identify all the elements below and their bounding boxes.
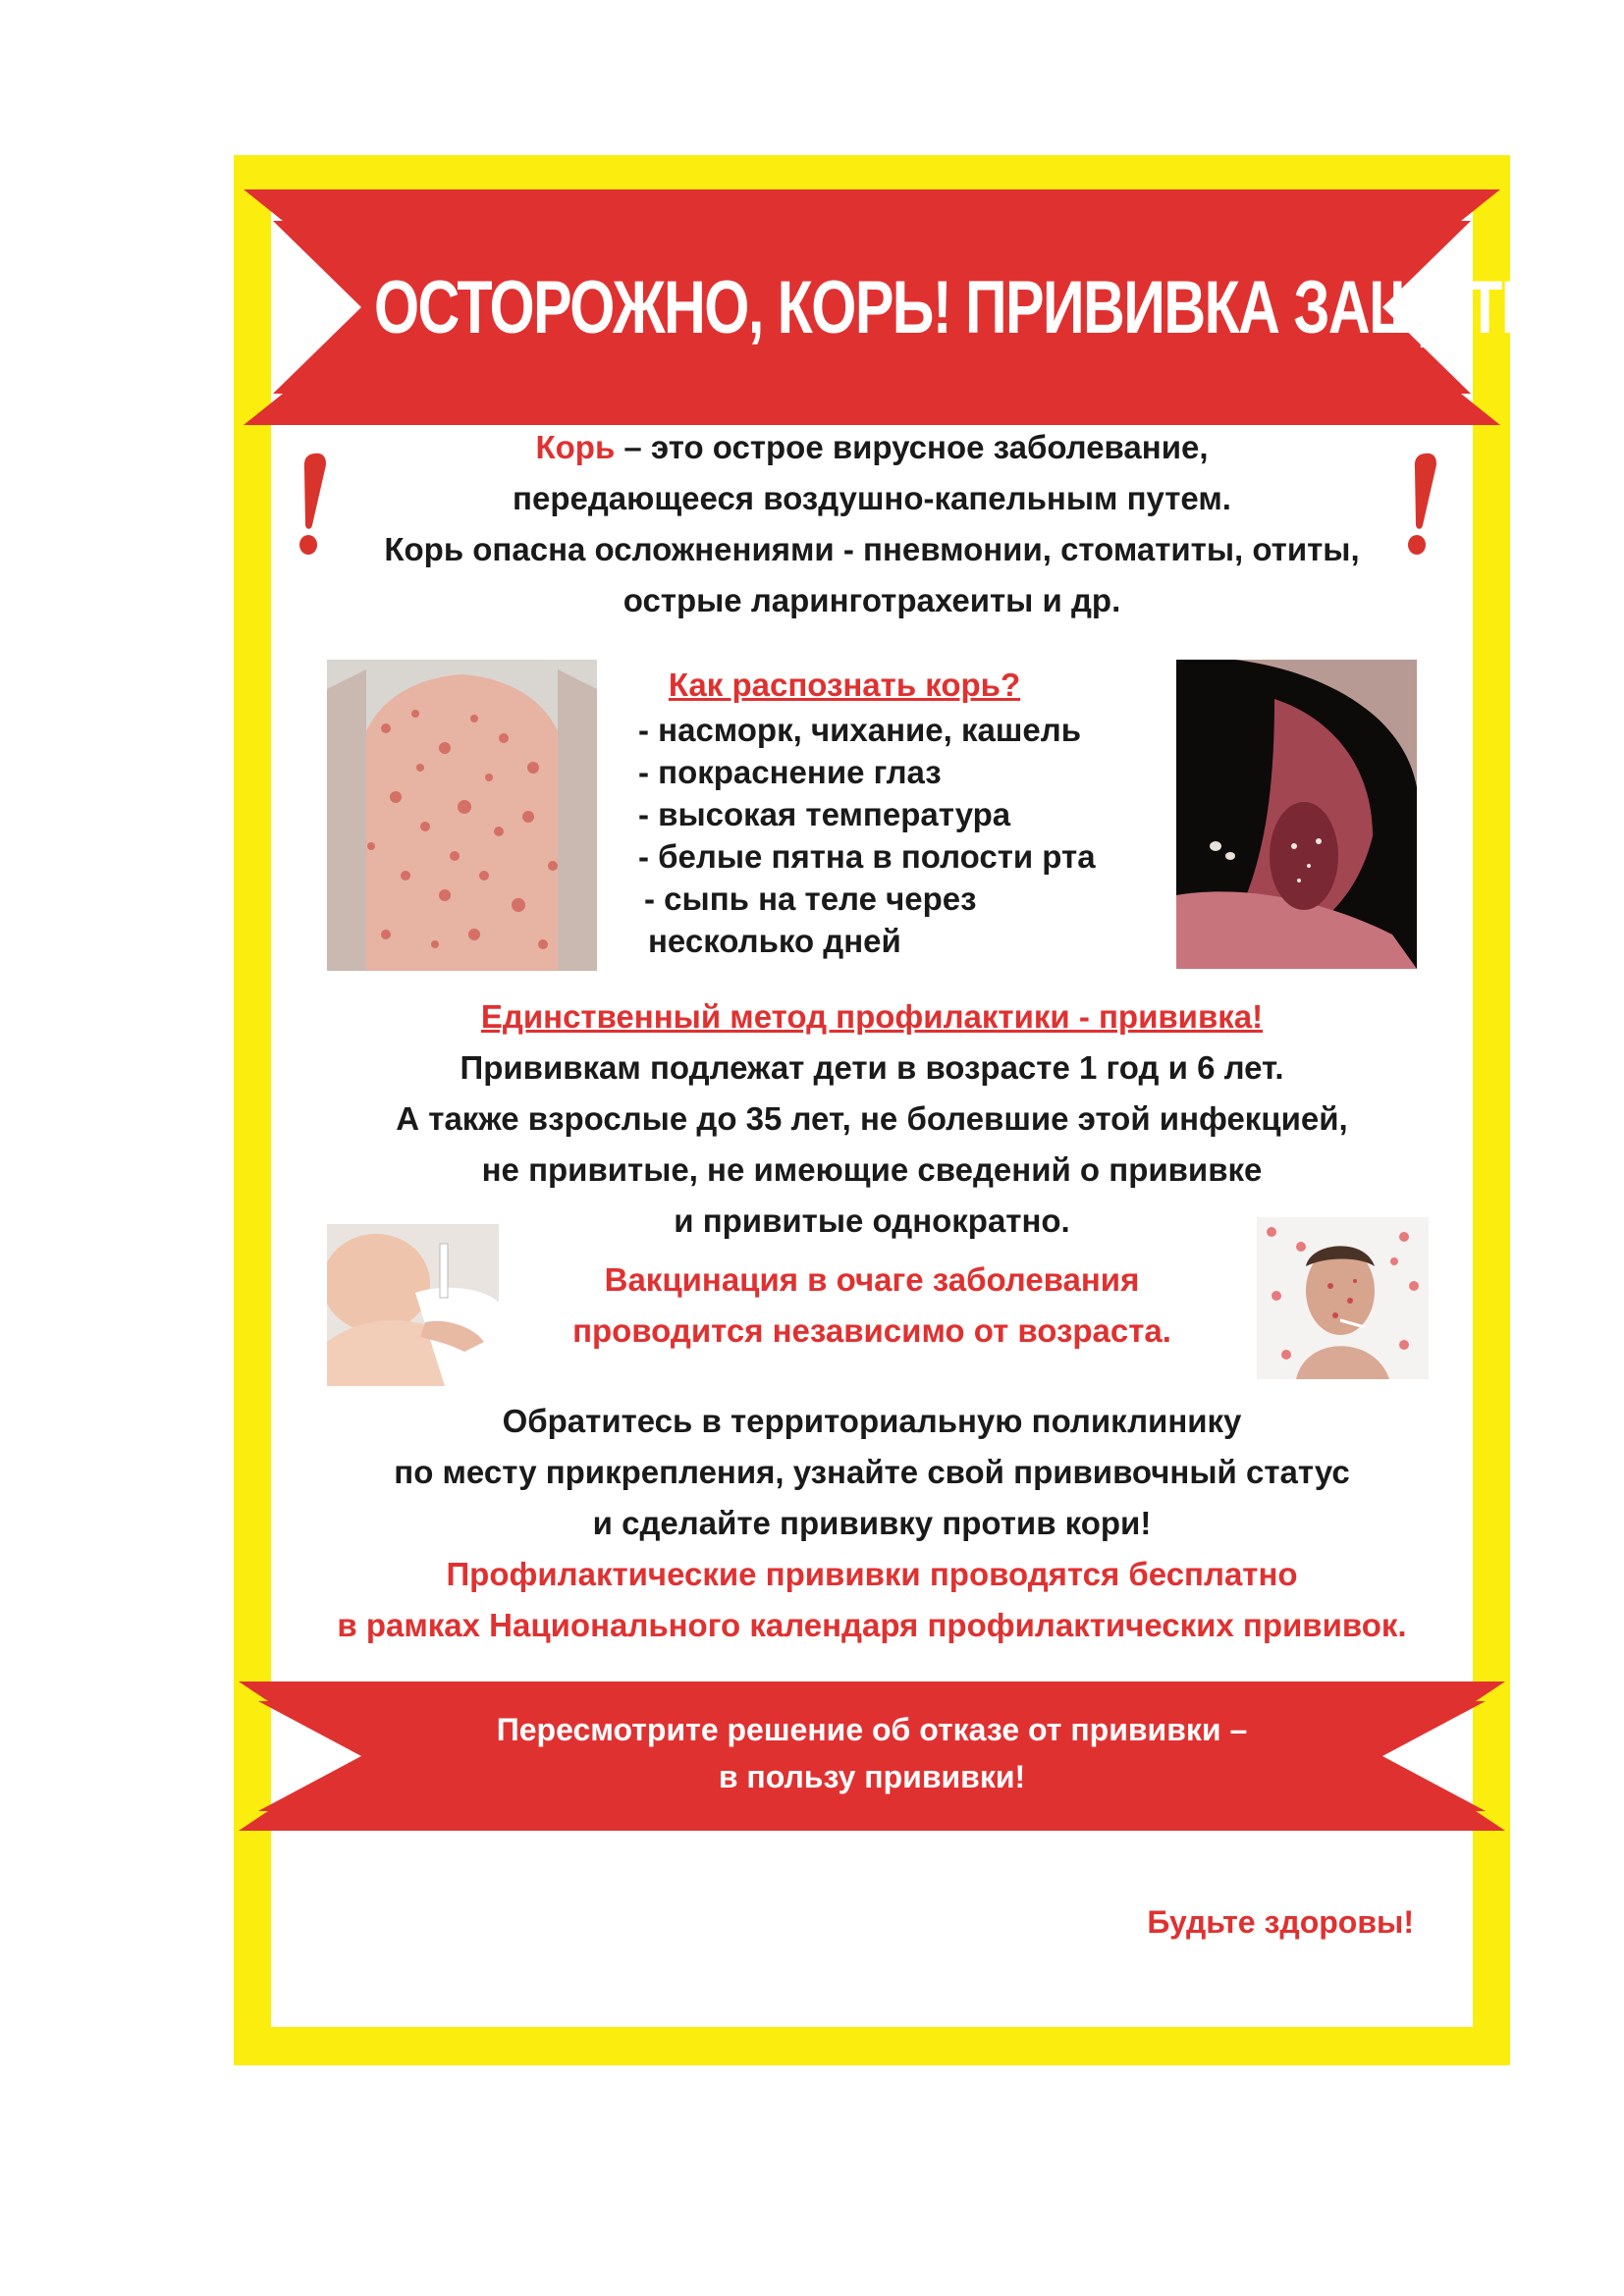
symptom-item: несколько дней	[648, 923, 901, 959]
free-line-1: Профилактические прививки проводятся бесплатно	[446, 1556, 1298, 1592]
symptom-item: - насморк, чихание, кашель	[638, 712, 1081, 748]
symptoms-list	[638, 709, 1096, 962]
rash-torso-photo	[327, 660, 597, 971]
prevention-heading: Единственный метод профилактики - прививка!	[480, 998, 1264, 1035]
contact-line-1: Обратитесь в территориальную поликлинику	[502, 1403, 1242, 1439]
page-title: ОСТОРОЖНО, КОРЬ! ПРИВИВКА ЗАЩИТИТ!	[374, 266, 1594, 349]
prevention-section	[234, 991, 1510, 1247]
symptom-item: - белые пятна в полости рта	[638, 838, 1096, 875]
prevention-line-1: Прививкам подлежат дети в возрасте 1 год и 6 лет.	[460, 1049, 1284, 1086]
symptom-item: - сыпь на теле через	[644, 881, 977, 917]
intro-line-1: – это острое вирусное заболевание,	[615, 429, 1209, 465]
measles-highlight: Корь	[535, 429, 616, 465]
vaccination-line-2: проводится независимо от возраста.	[572, 1312, 1171, 1349]
prevention-line-3: не привитые, не имеющие сведений о прививке	[481, 1151, 1263, 1188]
bottom-banner-line-1: Пересмотрите решение об отказе от прививки –	[496, 1712, 1248, 1747]
intro-line-3: Корь опасна осложнениями - пневмонии, стоматиты, отиты,	[384, 531, 1360, 567]
symptom-item: - высокая температура	[638, 796, 1011, 832]
free-vaccination-note	[234, 1549, 1510, 1651]
bottom-banner-text	[234, 1706, 1510, 1800]
free-line-2: в рамках Национального календаря профилактических прививок.	[337, 1607, 1407, 1643]
intro-line-2: передающееся воздушно-капельным путем.	[513, 480, 1231, 516]
prevention-line-4: и привитые однократно.	[674, 1202, 1070, 1239]
recognize-heading: Как распознать корь?	[668, 667, 1021, 703]
intro-line-4: острые ларинготрахеиты и др.	[623, 582, 1121, 618]
contact-section	[234, 1396, 1510, 1549]
symptom-item: - покраснение глаз	[638, 754, 942, 790]
sick-man-photo	[1257, 1217, 1429, 1379]
greeting: Будьте здоровы!	[1147, 1904, 1414, 1940]
prevention-line-2: А также взрослые до 35 лет, не болевшие этой инфекцией,	[396, 1100, 1348, 1137]
mouth-spots-photo	[1176, 660, 1417, 969]
contact-line-3: и сделайте прививку против кори!	[592, 1505, 1152, 1541]
vaccination-line-1: Вакцинация в очаге заболевания	[604, 1261, 1140, 1298]
bottom-banner-line-2: в пользу прививки!	[718, 1759, 1026, 1794]
contact-line-2: по месту прикрепления, узнайте свой прививочный статус	[394, 1454, 1350, 1490]
intro-text	[234, 422, 1510, 626]
